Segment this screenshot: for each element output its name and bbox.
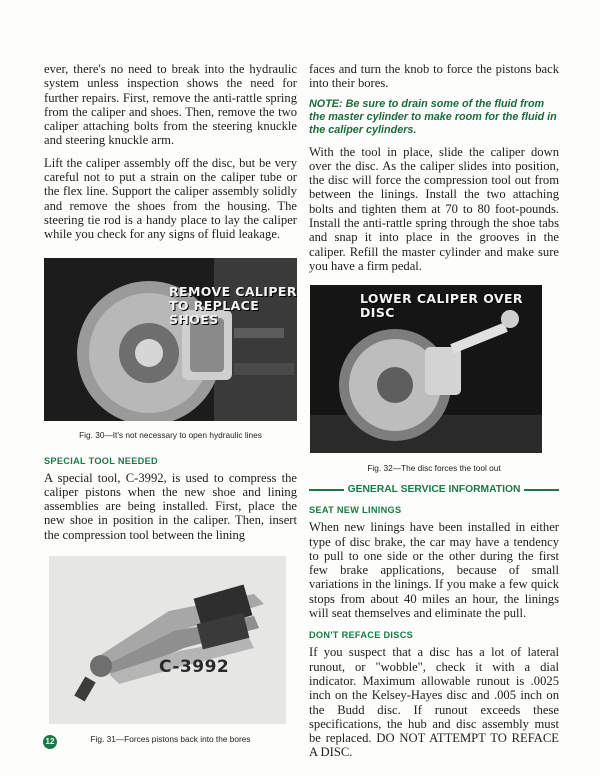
general-service-divider (309, 484, 559, 495)
figure-30-photo (44, 258, 297, 421)
paragraph-faces: faces and turn the knob to force the pistons back into their bores. (309, 62, 559, 91)
special-tool-heading: SPECIAL TOOL NEEDED (44, 455, 158, 466)
paragraph-tool-in-place: With the tool in place, slide the caliper down over the disc. As the caliper slides into position, the disc will force the compression tool out from between the linings. Install the two attaching bolts and tighten them at 70 to 80 foot-pounds. Install the anti-rattle spring through the shoe tabs and snap it into place in the grooves in the caliper. Refill the master cylinder and make sure you have a firm pedal. (309, 144, 559, 273)
figure-32-photo (310, 285, 542, 453)
left-column (44, 62, 297, 744)
dont-reface-heading: DON'T REFACE DISCS (309, 630, 414, 641)
disc-brake-illustration (44, 258, 297, 421)
general-service-heading: GENERAL SERVICE INFORMATION (347, 484, 521, 496)
right-column (309, 62, 559, 760)
figure-31-tool-label: C-3992 (159, 657, 230, 678)
figure-31-caption: Fig. 31—Forces pistons back into the bores (90, 734, 251, 745)
divider-line-right (524, 489, 559, 491)
compression-tool-illustration (49, 556, 286, 724)
figure-32-caption: Fig. 32—The disc forces the tool out (367, 463, 501, 474)
paragraph-intro: ever, there's no need to break into the hydraulic system unless inspection shows the need for further repairs. First, remove the anti-rattle spring from the caliper and shoes. Then, remove the two caliper attaching bolts from the steering knuckle and steering knuckle arm. (44, 62, 297, 148)
divider-line-left (309, 489, 344, 491)
paragraph-lift-caliper: Lift the caliper assembly off the disc, but be very careful not to put a strain on the caliper tube or the flex line. Support the caliper assembly solidly and remove the shoes from the housing. The steering tie rod is a handy place to lay the caliper while you check for any signs of fluid leakage. (44, 155, 297, 242)
page-number-badge: 12 (43, 735, 57, 749)
figure-30-caption: Fig. 30—It's not necessary to open hydraulic lines (79, 429, 262, 440)
figure-30-overlay-title: REMOVE CALIPER TO REPLACE SHOES (169, 283, 297, 327)
paragraph-special-tool: A special tool, C-3992, is used to compress the caliper pistons when the new shoe and lining assemblies are being installed. First, place the new shoe in position in the caliper. Then, insert the compression tool between the lining (44, 470, 297, 542)
seat-linings-heading: SEAT NEW LININGS (309, 505, 402, 516)
figure-31-photo (49, 556, 286, 724)
figure-32-overlay-title: LOWER CALIPER OVER DISC (360, 291, 523, 321)
paragraph-dont-reface: If you suspect that a disc has a lot of lateral runout, or "wobble", check it with a dial indicator. Maximum allowable runout is .0025 inch on the Kelsey-Hayes disc and .005 inch on the Budd disc. If runout exceeds these specifications, the hub and disc assembly must be replaced. DO NOT ATTEMPT TO REFACE A DISC. (309, 645, 559, 760)
fluid-note: NOTE: Be sure to drain some of the fluid from the master cylinder to make room for the fluid in the caliper cylinders. (309, 97, 557, 136)
paragraph-seat-linings: When new linings have been installed in either type of disc brake, the car may have a tendency to pull to one side or the other during the first few brake applications, because of small variations in the linings. If you make a few quick stops from about 40 miles an hour, the linings will seat themselves and eliminate the pull. (309, 520, 559, 621)
